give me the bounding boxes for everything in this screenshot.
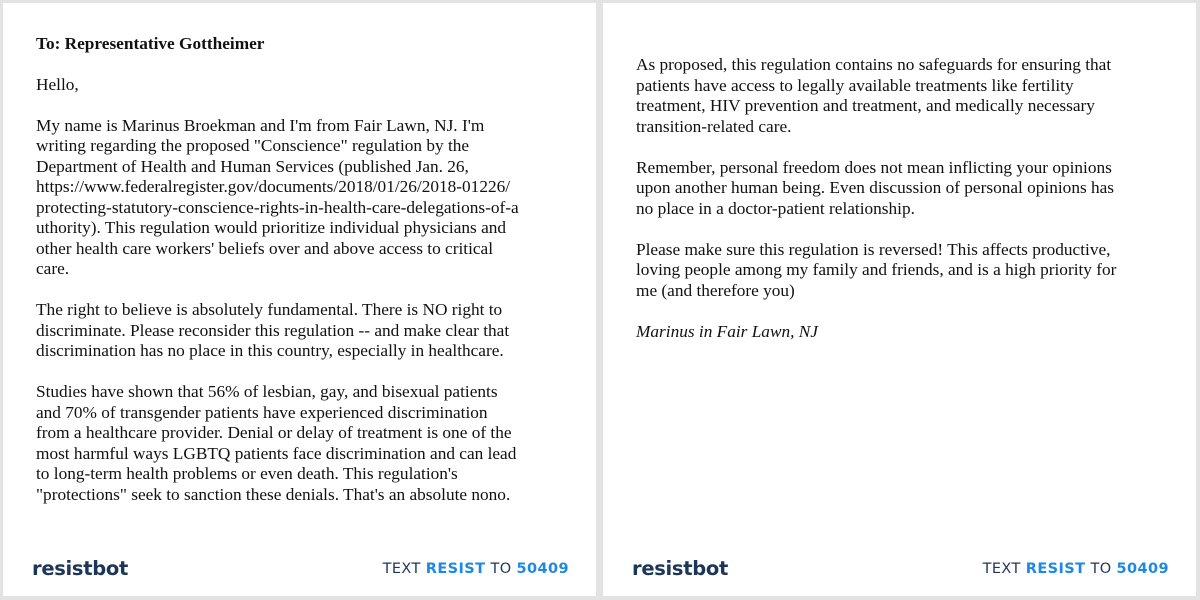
cta-keyword: RESIST — [425, 561, 486, 577]
recipient-line: To: Representative Gottheimer — [36, 34, 265, 53]
page-footer — [603, 558, 1196, 582]
line: me (and therefore you) — [636, 280, 795, 300]
line: discrimination has no place in this country, especially in healthcare. — [36, 341, 504, 360]
letter-page-2 — [603, 3, 1196, 596]
text-resist-cta — [983, 561, 1169, 577]
line: The right to believe is absolutely fundamental. There is NO right to — [36, 300, 503, 319]
line: writing regarding the proposed "Conscience" regulation by the — [36, 136, 470, 155]
line: no place in a doctor-patient relationship. — [636, 198, 915, 218]
paragraph-1 — [36, 116, 566, 280]
paragraph-6 — [636, 240, 1176, 302]
letter-page-1 — [3, 3, 596, 596]
resistbot-logo: resistbot — [32, 557, 129, 580]
line: discriminate. Please reconsider this regulation -- and make clear that — [36, 320, 510, 340]
line: treatment, HIV prevention and treatment, and medically necessary — [636, 96, 1095, 115]
line: other health care workers' beliefs over and above access to critical — [36, 238, 494, 258]
cta-text: TEXT — [982, 561, 1021, 577]
line: upon another human being. Even discussion of personal opinions has — [636, 178, 1115, 197]
line: Please make sure this regulation is reversed! This affects productive, — [636, 239, 1111, 259]
text-resist-cta — [383, 561, 569, 577]
cta-keyword: RESIST — [1025, 561, 1086, 577]
line: care. — [36, 259, 70, 278]
line: As proposed, this regulation contains no safeguards for ensuring that — [636, 55, 1112, 74]
line: protecting-statutory-conscience-rights-in-health-care-delegations-of-a — [36, 197, 519, 217]
cta-to: TO — [490, 561, 512, 577]
line: Remember, personal freedom does not mean inflicting your opinions — [636, 157, 1112, 177]
paragraph-5 — [636, 158, 1176, 220]
line: and 70% of transgender patients have experienced discrimination — [36, 402, 488, 422]
cta-text: TEXT — [382, 561, 421, 577]
letter-body — [36, 34, 566, 505]
line: "protections" seek to sanction these denials. That's an absolute nono. — [36, 484, 511, 504]
page-footer — [3, 558, 596, 582]
line: uthority). This regulation would prioritize individual physicians and — [36, 218, 507, 237]
line: most harmful ways LGBTQ patients face discrimination and can lead — [36, 443, 517, 463]
line: Department of Health and Human Services (published Jan. 26, — [36, 156, 469, 176]
line: Studies have shown that 56% of lesbian, gay, and bisexual patients — [36, 382, 498, 401]
line: https://www.federalregister.gov/documents/2018/01/26/2018-01226/ — [36, 177, 511, 196]
line: loving people among my family and friends, and is a high priority for — [636, 260, 1117, 279]
line: from a healthcare provider. Denial or delay of treatment is one of the — [36, 423, 512, 442]
line: transition-related care. — [636, 116, 792, 136]
paragraph-3 — [36, 382, 566, 505]
resistbot-logo: resistbot — [632, 557, 729, 580]
greeting: Hello, — [36, 74, 79, 94]
line: patients have access to legally available treatments like fertility — [636, 75, 1074, 95]
signature: Marinus in Fair Lawn, NJ — [636, 321, 818, 341]
paragraph-2 — [36, 300, 566, 362]
line: My name is Marinus Broekman and I'm from Fair Lawn, NJ. I'm — [36, 115, 485, 135]
cta-number: 50409 — [1116, 561, 1169, 577]
paragraph-4 — [636, 55, 1176, 137]
cta-number: 50409 — [516, 561, 569, 577]
line: to long-term health problems or even death. This regulation's — [36, 464, 458, 483]
letter-body — [636, 55, 1176, 363]
cta-to: TO — [1090, 561, 1112, 577]
